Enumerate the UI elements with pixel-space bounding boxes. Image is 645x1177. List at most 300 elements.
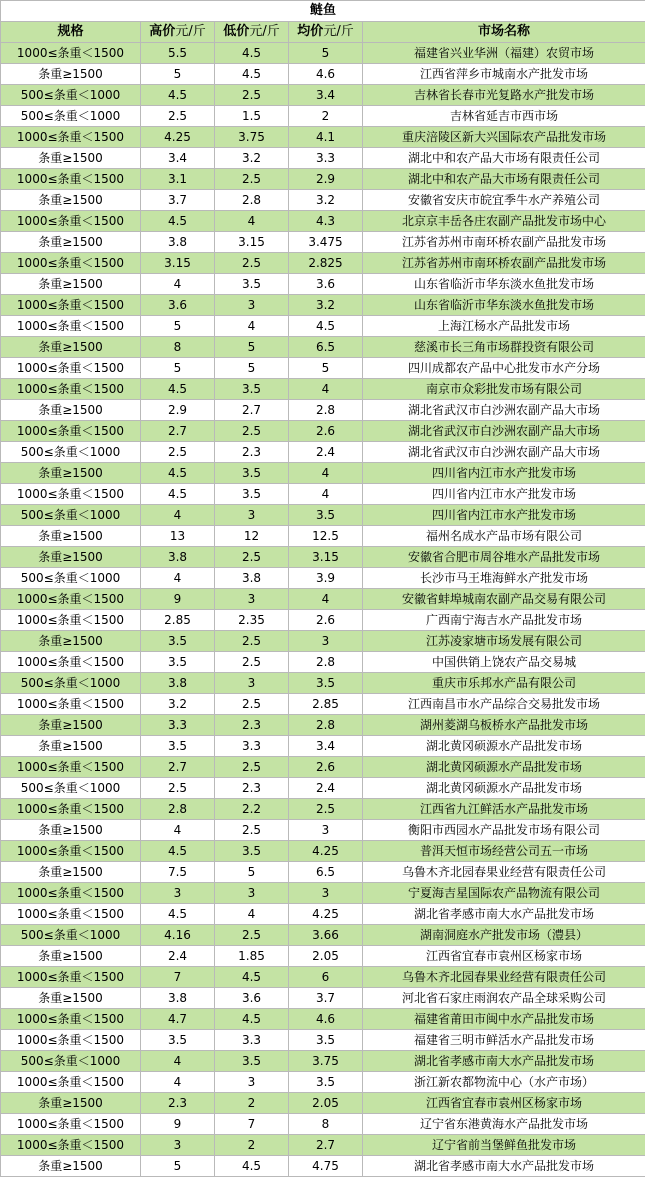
cell-avg: 4 bbox=[289, 463, 363, 484]
cell-spec: 1000≤条重＜1500 bbox=[1, 253, 141, 274]
cell-avg: 3.75 bbox=[289, 1051, 363, 1072]
table-row bbox=[1, 547, 645, 568]
cell-avg: 2.6 bbox=[289, 610, 363, 631]
table-row bbox=[1, 106, 645, 127]
cell-low: 3.2 bbox=[215, 148, 289, 169]
table-row bbox=[1, 169, 645, 190]
cell-market: 湖北省孝感市南大水产品批发市场 bbox=[363, 904, 645, 925]
cell-low: 5 bbox=[215, 358, 289, 379]
cell-avg: 3.5 bbox=[289, 673, 363, 694]
cell-market: 慈溪市长三角市场群投资有限公司 bbox=[363, 337, 645, 358]
cell-high: 13 bbox=[141, 526, 215, 547]
header-low bbox=[215, 22, 289, 43]
table-row bbox=[1, 274, 645, 295]
cell-spec: 条重≥1500 bbox=[1, 820, 141, 841]
cell-spec: 500≤条重＜1000 bbox=[1, 925, 141, 946]
cell-avg: 4.3 bbox=[289, 211, 363, 232]
cell-avg: 2.4 bbox=[289, 778, 363, 799]
cell-low: 3 bbox=[215, 505, 289, 526]
cell-high: 5.5 bbox=[141, 43, 215, 64]
cell-spec: 1000≤条重＜1500 bbox=[1, 1072, 141, 1093]
cell-high: 4.5 bbox=[141, 211, 215, 232]
cell-spec: 条重≥1500 bbox=[1, 1093, 141, 1114]
cell-spec: 条重≥1500 bbox=[1, 232, 141, 253]
cell-market: 湖北省孝感市南大水产品批发市场 bbox=[363, 1051, 645, 1072]
cell-low: 3 bbox=[215, 589, 289, 610]
cell-avg: 3 bbox=[289, 631, 363, 652]
header-avg-unit: 元/斤 bbox=[323, 24, 354, 39]
cell-avg: 4 bbox=[289, 589, 363, 610]
cell-low: 4.5 bbox=[215, 1156, 289, 1177]
table-row bbox=[1, 820, 645, 841]
cell-market: 江苏省苏州市南环桥农副产品批发市场 bbox=[363, 232, 645, 253]
cell-market: 湖北省孝感市南大水产品批发市场 bbox=[363, 1156, 645, 1177]
cell-avg: 2 bbox=[289, 106, 363, 127]
header-avg-label: 均价 bbox=[297, 24, 324, 39]
table-row bbox=[1, 211, 645, 232]
cell-market: 普洱天恒市场经营公司五一市场 bbox=[363, 841, 645, 862]
cell-low: 3.75 bbox=[215, 127, 289, 148]
cell-market: 湖北黄冈硕源水产品批发市场 bbox=[363, 757, 645, 778]
cell-low: 3.5 bbox=[215, 274, 289, 295]
cell-spec: 1000≤条重＜1500 bbox=[1, 211, 141, 232]
cell-high: 3.5 bbox=[141, 631, 215, 652]
cell-avg: 8 bbox=[289, 1114, 363, 1135]
cell-avg: 4 bbox=[289, 379, 363, 400]
cell-spec: 条重≥1500 bbox=[1, 526, 141, 547]
cell-low: 5 bbox=[215, 337, 289, 358]
table-row bbox=[1, 526, 645, 547]
cell-market: 江西省宜春市袁州区杨家市场 bbox=[363, 1093, 645, 1114]
cell-high: 2.5 bbox=[141, 106, 215, 127]
table-row bbox=[1, 988, 645, 1009]
table-title-row bbox=[1, 1, 645, 22]
cell-market: 重庆市乐邦水产品有限公司 bbox=[363, 673, 645, 694]
cell-avg: 3.7 bbox=[289, 988, 363, 1009]
table-row bbox=[1, 778, 645, 799]
cell-low: 2.5 bbox=[215, 85, 289, 106]
cell-avg: 5 bbox=[289, 43, 363, 64]
cell-low: 2.35 bbox=[215, 610, 289, 631]
cell-spec: 1000≤条重＜1500 bbox=[1, 358, 141, 379]
cell-low: 2.5 bbox=[215, 253, 289, 274]
cell-high: 3.4 bbox=[141, 148, 215, 169]
cell-market: 山东省临沂市华东淡水鱼批发市场 bbox=[363, 274, 645, 295]
cell-high: 5 bbox=[141, 1156, 215, 1177]
cell-low: 2.5 bbox=[215, 421, 289, 442]
cell-spec: 1000≤条重＜1500 bbox=[1, 1009, 141, 1030]
cell-market: 广西南宁海吉水产品批发市场 bbox=[363, 610, 645, 631]
cell-spec: 1000≤条重＜1500 bbox=[1, 967, 141, 988]
header-high-label: 高价 bbox=[149, 24, 176, 39]
cell-market: 湖北黄冈硕源水产品批发市场 bbox=[363, 778, 645, 799]
cell-market: 安徽省合肥市周谷堆水产品批发市场 bbox=[363, 547, 645, 568]
cell-avg: 4.6 bbox=[289, 1009, 363, 1030]
cell-avg: 6.5 bbox=[289, 337, 363, 358]
header-high-unit: 元/斤 bbox=[175, 24, 206, 39]
cell-low: 2.7 bbox=[215, 400, 289, 421]
cell-spec: 条重≥1500 bbox=[1, 631, 141, 652]
cell-high: 2.7 bbox=[141, 757, 215, 778]
table-row bbox=[1, 694, 645, 715]
cell-avg: 3.4 bbox=[289, 85, 363, 106]
cell-spec: 条重≥1500 bbox=[1, 988, 141, 1009]
table-row bbox=[1, 1009, 645, 1030]
table-row bbox=[1, 736, 645, 757]
cell-market: 湖北中和农产品大市场有限责任公司 bbox=[363, 148, 645, 169]
table-row bbox=[1, 715, 645, 736]
cell-high: 5 bbox=[141, 316, 215, 337]
cell-high: 4.7 bbox=[141, 1009, 215, 1030]
cell-spec: 1000≤条重＜1500 bbox=[1, 589, 141, 610]
table-row bbox=[1, 967, 645, 988]
cell-high: 5 bbox=[141, 64, 215, 85]
table-row bbox=[1, 631, 645, 652]
cell-spec: 条重≥1500 bbox=[1, 400, 141, 421]
cell-spec: 1000≤条重＜1500 bbox=[1, 379, 141, 400]
cell-low: 4.5 bbox=[215, 1009, 289, 1030]
cell-low: 4.5 bbox=[215, 64, 289, 85]
table-row bbox=[1, 232, 645, 253]
table-header-row bbox=[1, 22, 645, 43]
cell-spec: 1000≤条重＜1500 bbox=[1, 1135, 141, 1156]
cell-market: 福建省兴业华洲（福建）农贸市场 bbox=[363, 43, 645, 64]
table-row bbox=[1, 1156, 645, 1177]
table-row bbox=[1, 379, 645, 400]
cell-high: 3.8 bbox=[141, 232, 215, 253]
cell-avg: 2.05 bbox=[289, 946, 363, 967]
cell-avg: 3.475 bbox=[289, 232, 363, 253]
cell-market: 衡阳市西园水产品批发市场有限公司 bbox=[363, 820, 645, 841]
cell-market: 上海江杨水产品批发市场 bbox=[363, 316, 645, 337]
cell-avg: 3.4 bbox=[289, 736, 363, 757]
cell-avg: 2.8 bbox=[289, 652, 363, 673]
cell-low: 3 bbox=[215, 1072, 289, 1093]
cell-avg: 4 bbox=[289, 484, 363, 505]
cell-high: 3.15 bbox=[141, 253, 215, 274]
cell-market: 福州名成水产品市场有限公司 bbox=[363, 526, 645, 547]
cell-high: 2.5 bbox=[141, 442, 215, 463]
cell-high: 3 bbox=[141, 883, 215, 904]
cell-spec: 1000≤条重＜1500 bbox=[1, 421, 141, 442]
cell-market: 乌鲁木齐北园春果业经营有限责任公司 bbox=[363, 862, 645, 883]
cell-low: 3 bbox=[215, 883, 289, 904]
cell-avg: 2.4 bbox=[289, 442, 363, 463]
cell-low: 3.6 bbox=[215, 988, 289, 1009]
cell-spec: 条重≥1500 bbox=[1, 946, 141, 967]
header-avg bbox=[289, 22, 363, 43]
table-row bbox=[1, 1135, 645, 1156]
cell-low: 4 bbox=[215, 904, 289, 925]
cell-high: 3.8 bbox=[141, 673, 215, 694]
table-row bbox=[1, 1072, 645, 1093]
cell-spec: 500≤条重＜1000 bbox=[1, 568, 141, 589]
cell-market: 湖州菱湖乌板桥水产品批发市场 bbox=[363, 715, 645, 736]
cell-high: 4 bbox=[141, 820, 215, 841]
cell-low: 3 bbox=[215, 673, 289, 694]
cell-high: 4 bbox=[141, 1072, 215, 1093]
cell-high: 2.9 bbox=[141, 400, 215, 421]
cell-low: 2.5 bbox=[215, 757, 289, 778]
cell-spec: 条重≥1500 bbox=[1, 547, 141, 568]
cell-market: 山东省临沂市华东淡水鱼批发市场 bbox=[363, 295, 645, 316]
cell-low: 3.5 bbox=[215, 379, 289, 400]
cell-high: 3.6 bbox=[141, 295, 215, 316]
cell-avg: 4.5 bbox=[289, 316, 363, 337]
table-row bbox=[1, 757, 645, 778]
table-row bbox=[1, 85, 645, 106]
table-row bbox=[1, 148, 645, 169]
cell-market: 湖北省武汉市白沙洲农副产品大市场 bbox=[363, 421, 645, 442]
table-row bbox=[1, 358, 645, 379]
cell-spec: 500≤条重＜1000 bbox=[1, 106, 141, 127]
cell-spec: 500≤条重＜1000 bbox=[1, 673, 141, 694]
cell-spec: 1000≤条重＜1500 bbox=[1, 43, 141, 64]
cell-avg: 2.7 bbox=[289, 1135, 363, 1156]
cell-low: 3.5 bbox=[215, 484, 289, 505]
cell-low: 7 bbox=[215, 1114, 289, 1135]
cell-high: 3.5 bbox=[141, 1030, 215, 1051]
cell-low: 4 bbox=[215, 316, 289, 337]
table-row bbox=[1, 337, 645, 358]
cell-high: 4 bbox=[141, 505, 215, 526]
cell-market: 江西省萍乡市城南水产批发市场 bbox=[363, 64, 645, 85]
header-low-label: 低价 bbox=[223, 24, 250, 39]
cell-spec: 1000≤条重＜1500 bbox=[1, 1114, 141, 1135]
cell-market: 安徽省安庆市皖宜季牛水产养殖公司 bbox=[363, 190, 645, 211]
cell-market: 江西省宜春市袁州区杨家市场 bbox=[363, 946, 645, 967]
cell-avg: 2.8 bbox=[289, 715, 363, 736]
cell-avg: 2.8 bbox=[289, 400, 363, 421]
cell-market: 湖北中和农产品大市场有限责任公司 bbox=[363, 169, 645, 190]
cell-high: 9 bbox=[141, 1114, 215, 1135]
cell-high: 2.7 bbox=[141, 421, 215, 442]
cell-high: 5 bbox=[141, 358, 215, 379]
table-row bbox=[1, 64, 645, 85]
cell-spec: 1000≤条重＜1500 bbox=[1, 610, 141, 631]
cell-high: 4.5 bbox=[141, 379, 215, 400]
cell-high: 3.5 bbox=[141, 652, 215, 673]
cell-high: 3.3 bbox=[141, 715, 215, 736]
cell-avg: 4.25 bbox=[289, 841, 363, 862]
cell-avg: 5 bbox=[289, 358, 363, 379]
cell-market: 四川省内江市水产批发市场 bbox=[363, 505, 645, 526]
cell-avg: 3 bbox=[289, 820, 363, 841]
cell-market: 江苏凌家塘市场发展有限公司 bbox=[363, 631, 645, 652]
cell-high: 4.5 bbox=[141, 484, 215, 505]
cell-avg: 2.6 bbox=[289, 421, 363, 442]
table-row bbox=[1, 946, 645, 967]
cell-market: 四川省内江市水产批发市场 bbox=[363, 463, 645, 484]
table-row bbox=[1, 610, 645, 631]
cell-high: 4.16 bbox=[141, 925, 215, 946]
table-row bbox=[1, 1051, 645, 1072]
cell-avg: 3.3 bbox=[289, 148, 363, 169]
cell-spec: 1000≤条重＜1500 bbox=[1, 484, 141, 505]
cell-market: 江西南昌市水产品综合交易批发市场 bbox=[363, 694, 645, 715]
cell-high: 2.3 bbox=[141, 1093, 215, 1114]
cell-spec: 1000≤条重＜1500 bbox=[1, 1030, 141, 1051]
table-row bbox=[1, 799, 645, 820]
cell-high: 4.5 bbox=[141, 841, 215, 862]
cell-high: 3.8 bbox=[141, 547, 215, 568]
cell-low: 3.5 bbox=[215, 463, 289, 484]
cell-market: 湖北黄冈硕源水产品批发市场 bbox=[363, 736, 645, 757]
table-row bbox=[1, 904, 645, 925]
cell-market: 吉林省延吉市西市场 bbox=[363, 106, 645, 127]
cell-spec: 1000≤条重＜1500 bbox=[1, 295, 141, 316]
cell-spec: 条重≥1500 bbox=[1, 736, 141, 757]
cell-high: 8 bbox=[141, 337, 215, 358]
cell-avg: 4.6 bbox=[289, 64, 363, 85]
table-row bbox=[1, 316, 645, 337]
cell-low: 1.85 bbox=[215, 946, 289, 967]
table-row bbox=[1, 841, 645, 862]
cell-market: 吉林省长春市光复路水产批发市场 bbox=[363, 85, 645, 106]
table-row bbox=[1, 463, 645, 484]
cell-high: 7 bbox=[141, 967, 215, 988]
cell-market: 中国供销上饶农产品交易城 bbox=[363, 652, 645, 673]
cell-low: 2.5 bbox=[215, 652, 289, 673]
cell-high: 4.25 bbox=[141, 127, 215, 148]
cell-spec: 条重≥1500 bbox=[1, 337, 141, 358]
table-row bbox=[1, 883, 645, 904]
cell-spec: 1000≤条重＜1500 bbox=[1, 127, 141, 148]
cell-high: 4.5 bbox=[141, 463, 215, 484]
cell-avg: 6.5 bbox=[289, 862, 363, 883]
cell-high: 2.5 bbox=[141, 778, 215, 799]
cell-avg: 3.5 bbox=[289, 1072, 363, 1093]
cell-high: 4 bbox=[141, 274, 215, 295]
cell-low: 2.5 bbox=[215, 631, 289, 652]
table-row bbox=[1, 925, 645, 946]
cell-market: 南京市众彩批发市场有限公司 bbox=[363, 379, 645, 400]
header-high bbox=[141, 22, 215, 43]
cell-low: 1.5 bbox=[215, 106, 289, 127]
cell-spec: 500≤条重＜1000 bbox=[1, 1051, 141, 1072]
cell-avg: 2.825 bbox=[289, 253, 363, 274]
table-row bbox=[1, 253, 645, 274]
cell-market: 湖南洞庭水产批发市场（澧县） bbox=[363, 925, 645, 946]
cell-low: 2.3 bbox=[215, 715, 289, 736]
cell-market: 长沙市马王堆海鲜水产批发市场 bbox=[363, 568, 645, 589]
cell-avg: 2.6 bbox=[289, 757, 363, 778]
cell-spec: 500≤条重＜1000 bbox=[1, 85, 141, 106]
cell-avg: 3 bbox=[289, 883, 363, 904]
cell-spec: 500≤条重＜1000 bbox=[1, 505, 141, 526]
cell-avg: 3.15 bbox=[289, 547, 363, 568]
table-row bbox=[1, 1114, 645, 1135]
cell-spec: 1000≤条重＜1500 bbox=[1, 652, 141, 673]
cell-low: 3.15 bbox=[215, 232, 289, 253]
cell-spec: 1000≤条重＜1500 bbox=[1, 883, 141, 904]
cell-high: 4 bbox=[141, 1051, 215, 1072]
cell-high: 3 bbox=[141, 1135, 215, 1156]
cell-avg: 3.5 bbox=[289, 505, 363, 526]
table-body bbox=[1, 43, 645, 1177]
cell-low: 2.5 bbox=[215, 925, 289, 946]
cell-market: 辽宁省前当堡鲜鱼批发市场 bbox=[363, 1135, 645, 1156]
cell-market: 浙江新农都物流中心（水产市场） bbox=[363, 1072, 645, 1093]
table-row bbox=[1, 589, 645, 610]
cell-low: 2.2 bbox=[215, 799, 289, 820]
cell-low: 2.5 bbox=[215, 547, 289, 568]
cell-high: 4.5 bbox=[141, 904, 215, 925]
cell-avg: 3.2 bbox=[289, 190, 363, 211]
cell-spec: 条重≥1500 bbox=[1, 274, 141, 295]
table-row bbox=[1, 505, 645, 526]
table-row bbox=[1, 652, 645, 673]
table-row bbox=[1, 862, 645, 883]
cell-low: 3.8 bbox=[215, 568, 289, 589]
cell-high: 3.2 bbox=[141, 694, 215, 715]
table-row bbox=[1, 442, 645, 463]
table-title: 鲢鱼 bbox=[1, 1, 645, 22]
cell-avg: 2.85 bbox=[289, 694, 363, 715]
cell-low: 3.3 bbox=[215, 736, 289, 757]
cell-avg: 3.66 bbox=[289, 925, 363, 946]
cell-high: 3.1 bbox=[141, 169, 215, 190]
cell-avg: 2.9 bbox=[289, 169, 363, 190]
table-row bbox=[1, 295, 645, 316]
cell-avg: 4.25 bbox=[289, 904, 363, 925]
cell-market: 乌鲁木齐北园春果业经营有限责任公司 bbox=[363, 967, 645, 988]
cell-low: 4.5 bbox=[215, 967, 289, 988]
cell-avg: 2.05 bbox=[289, 1093, 363, 1114]
cell-avg: 3.2 bbox=[289, 295, 363, 316]
cell-avg: 3.9 bbox=[289, 568, 363, 589]
cell-market: 四川省内江市水产批发市场 bbox=[363, 484, 645, 505]
table-row bbox=[1, 673, 645, 694]
cell-spec: 1000≤条重＜1500 bbox=[1, 904, 141, 925]
cell-low: 4.5 bbox=[215, 43, 289, 64]
cell-high: 3.8 bbox=[141, 988, 215, 1009]
cell-spec: 500≤条重＜1000 bbox=[1, 442, 141, 463]
cell-market: 湖北省武汉市白沙洲农副产品大市场 bbox=[363, 442, 645, 463]
table-row bbox=[1, 400, 645, 421]
cell-low: 2.5 bbox=[215, 820, 289, 841]
header-market: 市场名称 bbox=[363, 22, 645, 43]
cell-market: 江西省九江鲜活水产品批发市场 bbox=[363, 799, 645, 820]
header-low-unit: 元/斤 bbox=[249, 24, 280, 39]
table-row bbox=[1, 1093, 645, 1114]
cell-low: 2.8 bbox=[215, 190, 289, 211]
cell-high: 7.5 bbox=[141, 862, 215, 883]
cell-spec: 1000≤条重＜1500 bbox=[1, 841, 141, 862]
cell-spec: 1000≤条重＜1500 bbox=[1, 694, 141, 715]
cell-market: 宁夏海吉星国际农产品物流有限公司 bbox=[363, 883, 645, 904]
table-row bbox=[1, 127, 645, 148]
table-row bbox=[1, 1030, 645, 1051]
cell-low: 2 bbox=[215, 1135, 289, 1156]
cell-market: 湖北省武汉市白沙洲农副产品大市场 bbox=[363, 400, 645, 421]
cell-market: 北京京丰岳各庄农副产品批发市场中心 bbox=[363, 211, 645, 232]
cell-low: 4 bbox=[215, 211, 289, 232]
cell-spec: 条重≥1500 bbox=[1, 1156, 141, 1177]
cell-spec: 条重≥1500 bbox=[1, 715, 141, 736]
header-spec: 规格 bbox=[1, 22, 141, 43]
cell-avg: 4.1 bbox=[289, 127, 363, 148]
cell-market: 河北省石家庄雨润农产品全球采购公司 bbox=[363, 988, 645, 1009]
table-row bbox=[1, 568, 645, 589]
cell-low: 2.3 bbox=[215, 442, 289, 463]
cell-avg: 12.5 bbox=[289, 526, 363, 547]
cell-low: 3 bbox=[215, 295, 289, 316]
cell-spec: 条重≥1500 bbox=[1, 463, 141, 484]
cell-market: 福建省莆田市闽中水产品批发市场 bbox=[363, 1009, 645, 1030]
cell-spec: 1000≤条重＜1500 bbox=[1, 316, 141, 337]
table-row bbox=[1, 190, 645, 211]
